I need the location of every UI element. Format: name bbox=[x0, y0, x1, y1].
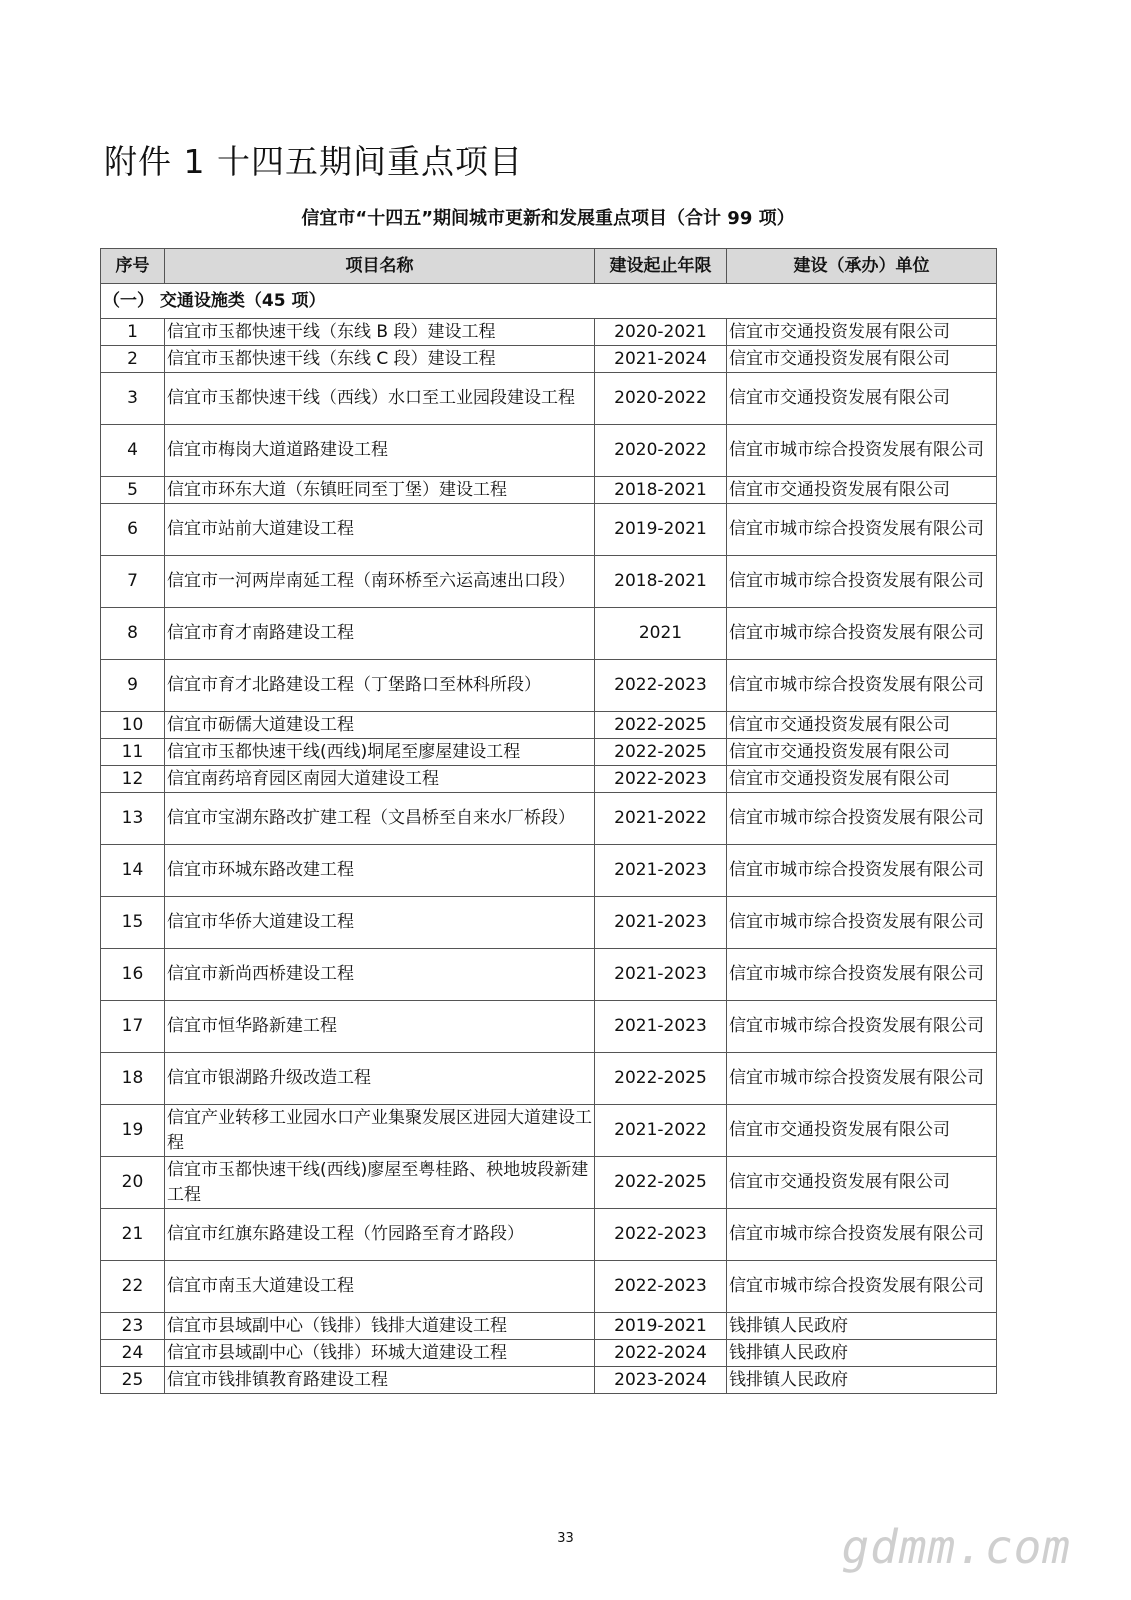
table-row bbox=[101, 346, 997, 373]
table-row bbox=[101, 1105, 997, 1157]
table-row bbox=[101, 660, 997, 712]
cell-unit: 信宜市交通投资发展有限公司 bbox=[727, 739, 997, 766]
cell-unit: 信宜市交通投资发展有限公司 bbox=[727, 477, 997, 504]
table-row bbox=[101, 556, 997, 608]
table-row bbox=[101, 477, 997, 504]
cell-no: 21 bbox=[101, 1209, 165, 1261]
cell-no: 24 bbox=[101, 1340, 165, 1367]
table-row bbox=[101, 1209, 997, 1261]
header-unit: 建设（承办）单位 bbox=[727, 249, 997, 284]
cell-unit: 信宜市交通投资发展有限公司 bbox=[727, 1157, 997, 1209]
cell-no: 4 bbox=[101, 425, 165, 477]
projects-table bbox=[100, 248, 997, 1394]
cell-unit: 信宜市交通投资发展有限公司 bbox=[727, 766, 997, 793]
cell-years: 2021-2024 bbox=[595, 346, 727, 373]
cell-years: 2021-2023 bbox=[595, 1001, 727, 1053]
table-row bbox=[101, 1053, 997, 1105]
cell-name: 信宜南药培育园区南园大道建设工程 bbox=[165, 766, 595, 793]
cell-no: 13 bbox=[101, 793, 165, 845]
cell-no: 14 bbox=[101, 845, 165, 897]
cell-years: 2022-2025 bbox=[595, 712, 727, 739]
cell-unit: 信宜市城市综合投资发展有限公司 bbox=[727, 660, 997, 712]
cell-unit: 信宜市交通投资发展有限公司 bbox=[727, 712, 997, 739]
cell-unit: 信宜市城市综合投资发展有限公司 bbox=[727, 1261, 997, 1313]
cell-unit: 信宜市交通投资发展有限公司 bbox=[727, 1105, 997, 1157]
header-years: 建设起止年限 bbox=[595, 249, 727, 284]
cell-no: 23 bbox=[101, 1313, 165, 1340]
cell-no: 11 bbox=[101, 739, 165, 766]
table-header-row bbox=[101, 249, 997, 284]
cell-unit: 信宜市城市综合投资发展有限公司 bbox=[727, 608, 997, 660]
cell-years: 2022-2023 bbox=[595, 660, 727, 712]
cell-unit: 信宜市城市综合投资发展有限公司 bbox=[727, 556, 997, 608]
table-title: 信宜市“十四五”期间城市更新和发展重点项目（合计 99 项） bbox=[301, 208, 795, 229]
cell-name: 信宜市新尚西桥建设工程 bbox=[165, 949, 595, 1001]
cell-years: 2022-2025 bbox=[595, 739, 727, 766]
cell-years: 2022-2024 bbox=[595, 1340, 727, 1367]
table-row bbox=[101, 1313, 997, 1340]
cell-unit: 钱排镇人民政府 bbox=[727, 1367, 997, 1394]
cell-unit: 信宜市城市综合投资发展有限公司 bbox=[727, 1053, 997, 1105]
cell-unit: 信宜市城市综合投资发展有限公司 bbox=[727, 504, 997, 556]
cell-name: 信宜市育才北路建设工程（丁堡路口至林科所段） bbox=[165, 660, 595, 712]
cell-name: 信宜市钱排镇教育路建设工程 bbox=[165, 1367, 595, 1394]
table-row bbox=[101, 1001, 997, 1053]
cell-name: 信宜市玉都快速干线（东线 C 段）建设工程 bbox=[165, 346, 595, 373]
table-row bbox=[101, 373, 997, 425]
cell-years: 2020-2021 bbox=[595, 319, 727, 346]
cell-no: 15 bbox=[101, 897, 165, 949]
cell-years: 2021-2022 bbox=[595, 793, 727, 845]
cell-name: 信宜市一河两岸南延工程（南环桥至六运高速出口段） bbox=[165, 556, 595, 608]
cell-years: 2023-2024 bbox=[595, 1367, 727, 1394]
cell-name: 信宜市砺儒大道建设工程 bbox=[165, 712, 595, 739]
table-row bbox=[101, 712, 997, 739]
cell-years: 2022-2023 bbox=[595, 766, 727, 793]
page-heading: 附件 1 十四五期间重点项目 bbox=[104, 142, 523, 181]
cell-years: 2022-2025 bbox=[595, 1157, 727, 1209]
cell-no: 1 bbox=[101, 319, 165, 346]
cell-years: 2021 bbox=[595, 608, 727, 660]
cell-no: 6 bbox=[101, 504, 165, 556]
table-row bbox=[101, 1367, 997, 1394]
cell-name: 信宜市县域副中心（钱排）环城大道建设工程 bbox=[165, 1340, 595, 1367]
table-row bbox=[101, 1157, 997, 1209]
cell-name: 信宜市红旗东路建设工程（竹园路至育才路段） bbox=[165, 1209, 595, 1261]
cell-no: 3 bbox=[101, 373, 165, 425]
cell-unit: 钱排镇人民政府 bbox=[727, 1313, 997, 1340]
table-body bbox=[101, 284, 997, 1394]
table-row bbox=[101, 739, 997, 766]
cell-no: 25 bbox=[101, 1367, 165, 1394]
table-row bbox=[101, 1340, 997, 1367]
cell-years: 2022-2023 bbox=[595, 1261, 727, 1313]
cell-years: 2021-2023 bbox=[595, 845, 727, 897]
cell-name: 信宜市银湖路升级改造工程 bbox=[165, 1053, 595, 1105]
table-row bbox=[101, 425, 997, 477]
cell-no: 8 bbox=[101, 608, 165, 660]
cell-no: 2 bbox=[101, 346, 165, 373]
cell-unit: 信宜市城市综合投资发展有限公司 bbox=[727, 897, 997, 949]
cell-name: 信宜市环东大道（东镇旺同至丁堡）建设工程 bbox=[165, 477, 595, 504]
cell-name: 信宜市梅岗大道道路建设工程 bbox=[165, 425, 595, 477]
cell-no: 16 bbox=[101, 949, 165, 1001]
table-row bbox=[101, 608, 997, 660]
cell-unit: 信宜市城市综合投资发展有限公司 bbox=[727, 793, 997, 845]
cell-unit: 信宜市城市综合投资发展有限公司 bbox=[727, 949, 997, 1001]
cell-unit: 信宜市城市综合投资发展有限公司 bbox=[727, 845, 997, 897]
header-no: 序号 bbox=[101, 249, 165, 284]
cell-years: 2022-2025 bbox=[595, 1053, 727, 1105]
page-number: 33 bbox=[557, 1531, 574, 1546]
cell-unit: 信宜市交通投资发展有限公司 bbox=[727, 346, 997, 373]
cell-name: 信宜产业转移工业园水口产业集聚发展区进园大道建设工程 bbox=[165, 1105, 595, 1157]
header-name: 项目名称 bbox=[165, 249, 595, 284]
table-row bbox=[101, 949, 997, 1001]
cell-name: 信宜市县域副中心（钱排）钱排大道建设工程 bbox=[165, 1313, 595, 1340]
cell-years: 2020-2022 bbox=[595, 425, 727, 477]
cell-unit: 信宜市城市综合投资发展有限公司 bbox=[727, 1209, 997, 1261]
cell-years: 2021-2022 bbox=[595, 1105, 727, 1157]
cell-name: 信宜市恒华路新建工程 bbox=[165, 1001, 595, 1053]
cell-name: 信宜市华侨大道建设工程 bbox=[165, 897, 595, 949]
cell-years: 2018-2021 bbox=[595, 556, 727, 608]
cell-no: 22 bbox=[101, 1261, 165, 1313]
table-row bbox=[101, 897, 997, 949]
cell-name: 信宜市玉都快速干线(西线)廖屋至粤桂路、秧地坡段新建工程 bbox=[165, 1157, 595, 1209]
cell-unit: 信宜市城市综合投资发展有限公司 bbox=[727, 425, 997, 477]
cell-name: 信宜市环城东路改建工程 bbox=[165, 845, 595, 897]
cell-years: 2022-2023 bbox=[595, 1209, 727, 1261]
table-row bbox=[101, 766, 997, 793]
cell-name: 信宜市育才南路建设工程 bbox=[165, 608, 595, 660]
cell-unit: 钱排镇人民政府 bbox=[727, 1340, 997, 1367]
cell-unit: 信宜市交通投资发展有限公司 bbox=[727, 319, 997, 346]
watermark-logo: gdmm.com bbox=[841, 1520, 1071, 1574]
cell-years: 2019-2021 bbox=[595, 1313, 727, 1340]
cell-no: 9 bbox=[101, 660, 165, 712]
table-row bbox=[101, 504, 997, 556]
cell-name: 信宜市南玉大道建设工程 bbox=[165, 1261, 595, 1313]
cell-name: 信宜市玉都快速干线（西线）水口至工业园段建设工程 bbox=[165, 373, 595, 425]
cell-unit: 信宜市交通投资发展有限公司 bbox=[727, 373, 997, 425]
cell-unit: 信宜市城市综合投资发展有限公司 bbox=[727, 1001, 997, 1053]
cell-name: 信宜市宝湖东路改扩建工程（文昌桥至自来水厂桥段） bbox=[165, 793, 595, 845]
cell-name: 信宜市站前大道建设工程 bbox=[165, 504, 595, 556]
cell-no: 7 bbox=[101, 556, 165, 608]
table-row bbox=[101, 1261, 997, 1313]
table-row bbox=[101, 793, 997, 845]
cell-years: 2020-2022 bbox=[595, 373, 727, 425]
cell-name: 信宜市玉都快速干线(西线)垌尾至廖屋建设工程 bbox=[165, 739, 595, 766]
cell-no: 12 bbox=[101, 766, 165, 793]
cell-no: 10 bbox=[101, 712, 165, 739]
cell-years: 2018-2021 bbox=[595, 477, 727, 504]
cell-years: 2019-2021 bbox=[595, 504, 727, 556]
cell-no: 5 bbox=[101, 477, 165, 504]
cell-no: 17 bbox=[101, 1001, 165, 1053]
category-label: （一） 交通设施类（45 项） bbox=[101, 284, 997, 319]
cell-no: 18 bbox=[101, 1053, 165, 1105]
table-row bbox=[101, 845, 997, 897]
cell-no: 20 bbox=[101, 1157, 165, 1209]
category-row bbox=[101, 284, 997, 319]
cell-name: 信宜市玉都快速干线（东线 B 段）建设工程 bbox=[165, 319, 595, 346]
table-row bbox=[101, 319, 997, 346]
cell-years: 2021-2023 bbox=[595, 949, 727, 1001]
cell-years: 2021-2023 bbox=[595, 897, 727, 949]
cell-no: 19 bbox=[101, 1105, 165, 1157]
